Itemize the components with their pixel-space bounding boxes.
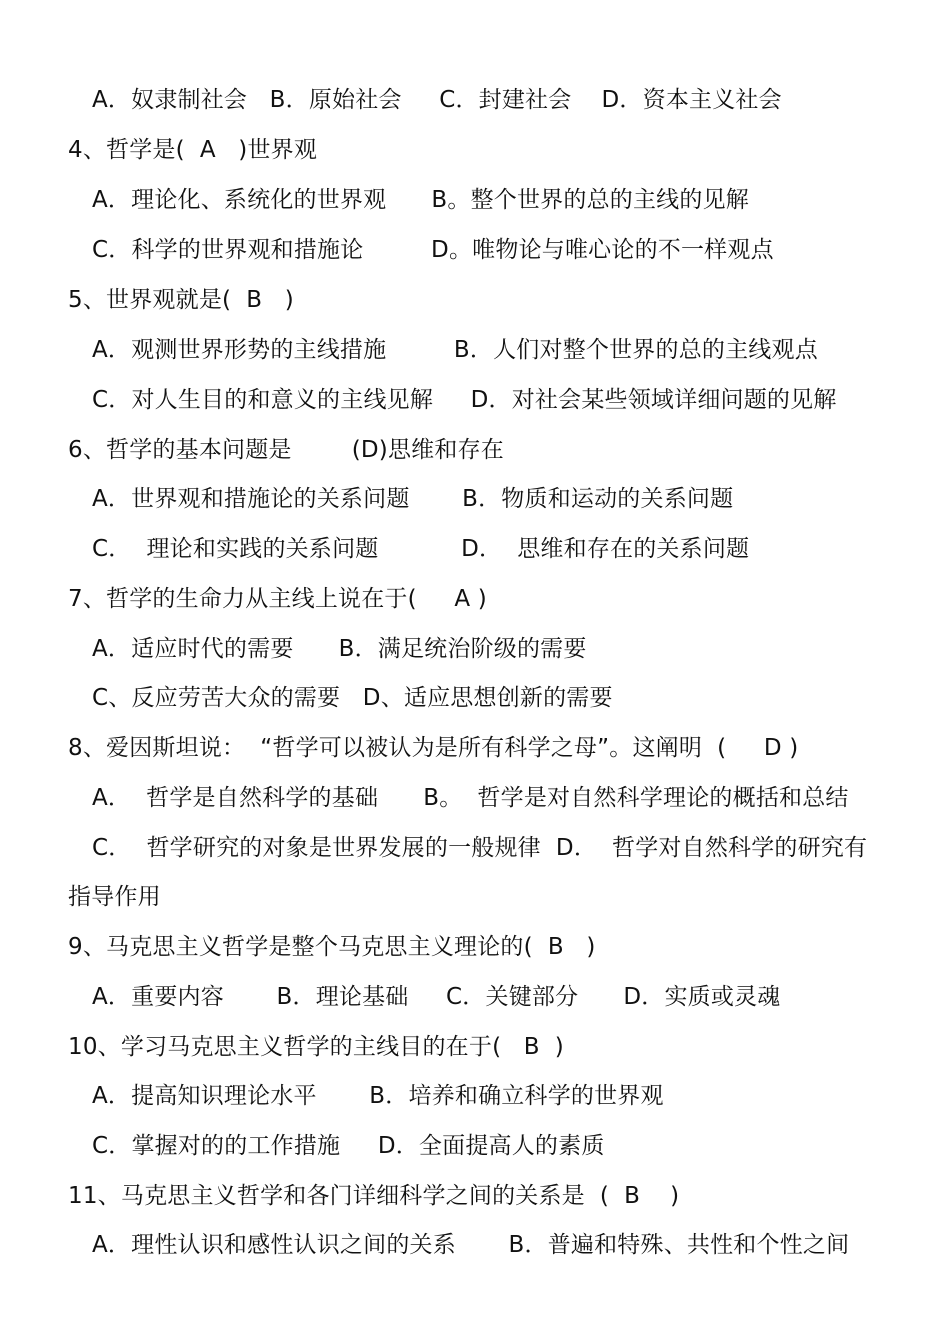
question-line: 10、学习马克思主义哲学的主线目的在于( B ) — [68, 1034, 564, 1060]
answer-options-line: A．提高知识理论水平 B．培养和确立科学的世界观 — [92, 1083, 664, 1109]
question-line: 9、马克思主义哲学是整个马克思主义理论的( B ) — [68, 934, 596, 960]
answer-options-line: A． 哲学是自然科学的基础 B。 哲学是对自然科学理论的概括和总结 — [92, 785, 849, 811]
answer-options-line: A．奴隶制社会 B．原始社会 C．封建社会 D．资本主义社会 — [92, 87, 782, 113]
answer-options-line: A．世界观和措施论的关系问题 B．物质和运动的关系问题 — [92, 486, 734, 512]
question-line: 7、哲学的生命力从主线上说在于( A ) — [68, 586, 487, 612]
answer-options-line: C、反应劳苦大众的需要 D、适应思想创新的需要 — [92, 685, 613, 711]
answer-options-line: A．适应时代的需要 B．满足统治阶级的需要 — [92, 636, 587, 662]
answer-options-line: C．科学的世界观和措施论 D。唯物论与唯心论的不一样观点 — [92, 237, 774, 263]
answer-options-line: A．重要内容 B．理论基础 C．关键部分 D．实质或灵魂 — [92, 984, 781, 1010]
question-line: 6、哲学的基本问题是 (D)思维和存在 — [68, 437, 504, 463]
continuation-line: 指导作用 — [68, 884, 161, 910]
answer-options-line: C． 哲学研究的对象是世界发展的一般规律 D． 哲学对自然科学的研究有 — [92, 835, 868, 861]
question-line: 5、世界观就是( B ) — [68, 287, 294, 313]
question-line: 4、哲学是( A )世界观 — [68, 137, 318, 163]
question-line: 11、马克思主义哲学和各门详细科学之间的关系是 ( B ) — [68, 1183, 680, 1209]
answer-options-line: A．理论化、系统化的世界观 B。整个世界的总的主线的见解 — [92, 187, 749, 213]
answer-options-line: C． 理论和实践的关系问题 D． 思维和存在的关系问题 — [92, 536, 750, 562]
answer-options-line: A．理性认识和感性认识之间的关系 B．普遍和特殊、共性和个性之间 — [92, 1232, 850, 1258]
answer-options-line: C．对人生目的和意义的主线见解 D．对社会某些领域详细问题的见解 — [92, 387, 837, 413]
question-line: 8、爱因斯坦说： “哲学可以被认为是所有科学之母”。这阐明 ( D ) — [68, 735, 799, 761]
answer-options-line: C．掌握对的的工作措施 D．全面提高人的素质 — [92, 1133, 605, 1159]
answer-options-line: A．观测世界形势的主线措施 B．人们对整个世界的总的主线观点 — [92, 337, 818, 363]
